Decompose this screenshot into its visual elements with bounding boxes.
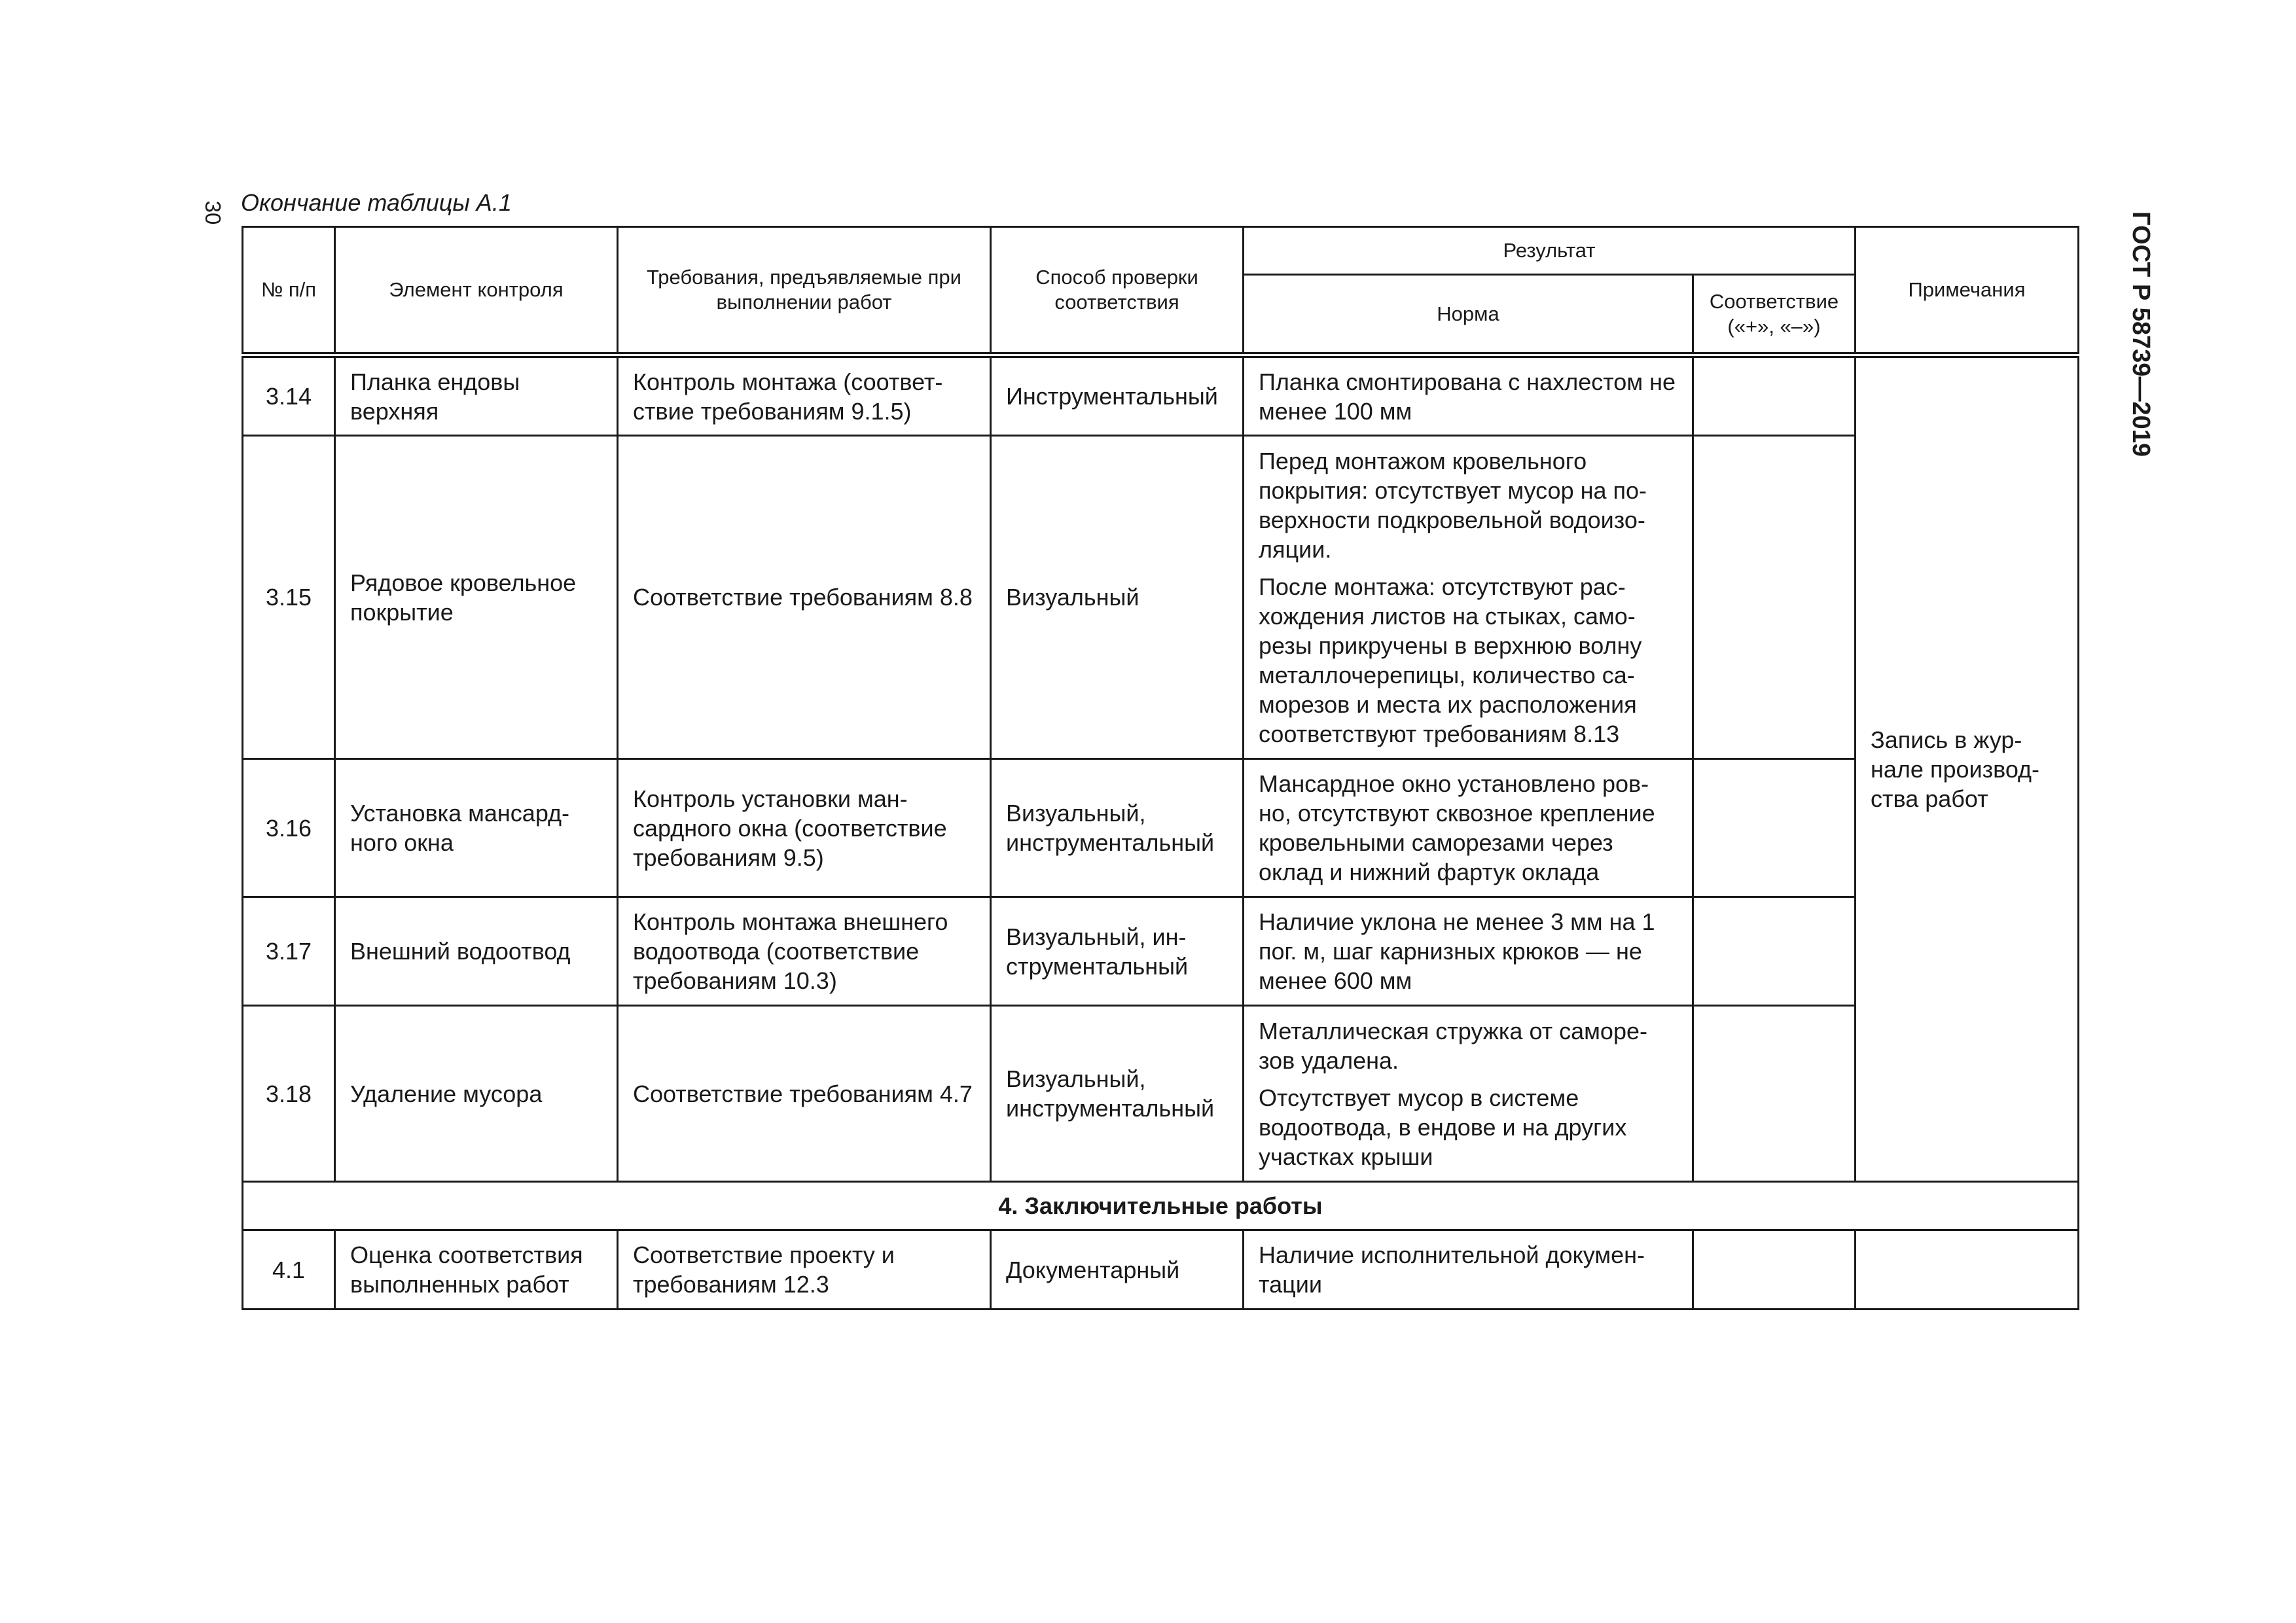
row-element: Внешний водоотвод: [335, 897, 618, 1006]
row-compliance: [1693, 355, 1856, 436]
row-element: Планка ендовы верхняя: [335, 355, 618, 436]
row-requirements: Соответствие требованиям 8.8: [618, 436, 991, 759]
header-notes: Примечания: [1856, 227, 2079, 355]
row-compliance: [1693, 1230, 1856, 1310]
norm-text: Планка смонтирована с нахлестом не менее 100 мм: [1259, 368, 1676, 425]
row-num: 4.1: [243, 1230, 335, 1310]
shared-note: Запись в жур-нале производ-ства работ: [1856, 355, 2079, 1182]
norm-text: Отсутствует мусор в системе водоотвода, в ендове и на других участках крыши: [1259, 1084, 1627, 1170]
row-norm: [1244, 436, 1693, 759]
control-table: [242, 226, 2079, 1310]
header-element: Элемент контроля: [335, 227, 618, 355]
row-norm: [1244, 1006, 1693, 1182]
row-compliance: [1693, 759, 1856, 897]
table-row: [243, 759, 2079, 897]
row-num: 3.17: [243, 897, 335, 1006]
row-method: Визуальный, инструментальный: [991, 1006, 1244, 1182]
norm-text: Металлическая стружка от саморе-зов удалена.: [1259, 1017, 1647, 1074]
row-compliance: [1693, 897, 1856, 1006]
row-method: Визуальный: [991, 436, 1244, 759]
row-element: Удаление мусора: [335, 1006, 618, 1182]
table-row: [243, 1006, 2079, 1182]
norm-text: Перед монтажом кровельного покрытия: отсутствует мусор на по-верхности подкровельной водоизо-ляции.: [1259, 447, 1647, 563]
row-element: Рядовое кровельное покрытие: [335, 436, 618, 759]
norm-text: После монтажа: отсутствуют рас-хождения листов на стыках, само-резы прикручены в верхнюю волну металлочерепицы, количество са-морезов и места их расположения соответствуют требованиям 8.13: [1259, 573, 1642, 747]
norm-text: Мансардное окно установлено ров-но, отсутствуют сквозное крепление кровельными саморезами через оклад и нижний фартук оклада: [1259, 770, 1655, 885]
row-norm: [1244, 355, 1693, 436]
row-element: Оценка соответствия выполненных работ: [335, 1230, 618, 1310]
row-requirements: Контроль монтажа (соответ-ствие требованиям 9.1.5): [618, 355, 991, 436]
row-norm: Наличие исполнительной докумен-тации: [1244, 1230, 1693, 1310]
page-number: 30: [201, 200, 225, 225]
section-row: [243, 1182, 2079, 1230]
row-requirements: Соответствие проекту и требованиям 12.3: [618, 1230, 991, 1310]
row-compliance: [1693, 436, 1856, 759]
row-method: Визуальный, инструментальный: [991, 759, 1244, 897]
header-norm: Норма: [1244, 275, 1693, 355]
row-element: Установка мансард-ного окна: [335, 759, 618, 897]
standard-code-text: ГОСТ Р 58739—2019: [2126, 211, 2155, 457]
row-method: Документарный: [991, 1230, 1244, 1310]
row-norm: [1244, 759, 1693, 897]
row-note: [1856, 1230, 2079, 1310]
section-title: 4. Заключительные работы: [243, 1182, 2079, 1230]
table-caption: Окончание таблицы А.1: [241, 189, 512, 216]
table-row: [243, 1230, 2079, 1310]
row-requirements: Контроль установки ман-сардного окна (соответствие требованиям 9.5): [618, 759, 991, 897]
table-row: [243, 436, 2079, 759]
row-num: 3.15: [243, 436, 335, 759]
row-norm: [1244, 897, 1693, 1006]
row-requirements: Соответствие требованиям 4.7: [618, 1006, 991, 1182]
header-requirements: Требования, предъявляемые при выполнении работ: [618, 227, 991, 355]
row-num: 3.16: [243, 759, 335, 897]
row-method: Инструментальный: [991, 355, 1244, 436]
header-result: Результат: [1244, 227, 1856, 275]
row-method: Визуальный, ин-струментальный: [991, 897, 1244, 1006]
row-requirements: Контроль монтажа внешнего водоотвода (соответствие требованиям 10.3): [618, 897, 991, 1006]
standard-code: [2121, 196, 2160, 471]
table-row: [243, 897, 2079, 1006]
row-num: 3.14: [243, 355, 335, 436]
table-row: [243, 355, 2079, 436]
header-compliance: Соответствие («+», «–»): [1693, 275, 1856, 355]
row-compliance: [1693, 1006, 1856, 1182]
header-num: № п/п: [243, 227, 335, 355]
norm-text: Наличие уклона не менее 3 мм на 1 пог. м, шаг карнизных крюков — не менее 600 мм: [1259, 908, 1655, 994]
row-num: 3.18: [243, 1006, 335, 1182]
header-method: Способ проверки соответствия: [991, 227, 1244, 355]
